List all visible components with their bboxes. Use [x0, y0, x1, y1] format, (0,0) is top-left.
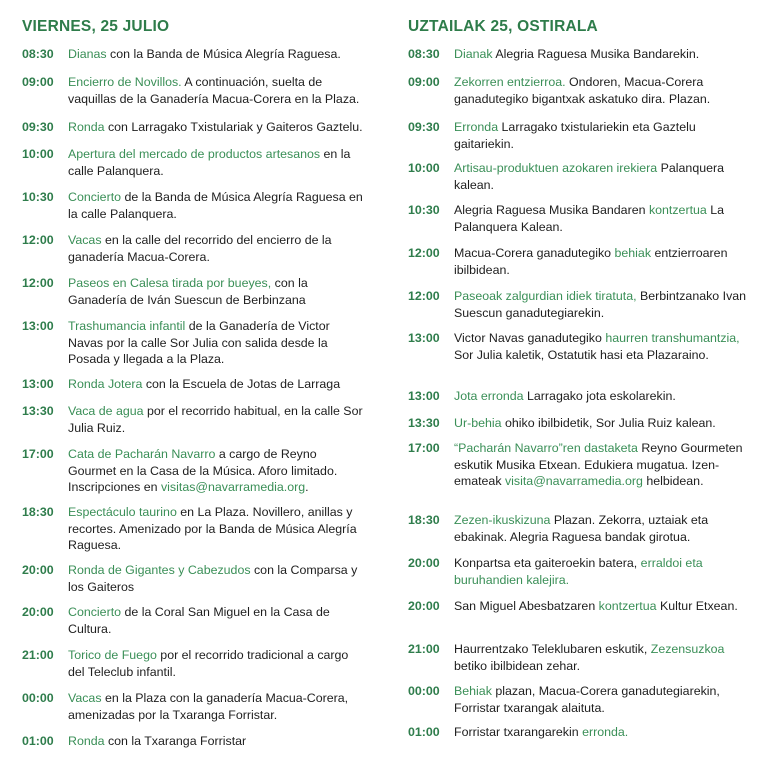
entry-time: 21:00: [408, 642, 440, 656]
entry-time: 20:00: [22, 605, 54, 619]
entry-time: 20:00: [408, 556, 440, 570]
schedule-entry: [408, 598, 748, 615]
entry-time: 13:30: [408, 416, 440, 430]
entry-description: [68, 562, 367, 595]
entry-time: 08:30: [22, 47, 54, 61]
event-name: Jota erronda: [454, 389, 524, 403]
event-name: Trashumancia infantil: [68, 319, 186, 333]
event-detail: en la calle del recorrido del encierro de la ganadería Macua-Corera.: [68, 233, 332, 264]
event-detail: Alegria Raguesa Musika Bandarekin.: [492, 47, 700, 61]
entry-description: [68, 733, 367, 750]
event-detail: de la Ganadería de Victor Navas por la calle Sor Julia con salida desde la Posada y llegada a la Plaza.: [68, 319, 330, 367]
entry-description: [454, 119, 748, 152]
event-name: behiak: [614, 246, 652, 260]
schedule-entry: [22, 733, 367, 750]
event-name: erronda.: [582, 725, 629, 739]
event-detail: en la calle Palanquera.: [68, 147, 351, 178]
schedule-entry: [408, 202, 748, 235]
schedule-entry: [22, 376, 367, 393]
schedule-entry: [22, 119, 367, 136]
event-detail: con la Escuela de Jotas de Larraga: [142, 377, 341, 391]
entry-time: 12:00: [408, 246, 440, 260]
entry-description: [454, 598, 748, 615]
event-name: haurren transhumantzia,: [605, 331, 740, 345]
entry-time: 01:00: [408, 725, 440, 739]
event-detail: a cargo de Reyno Gourmet en la Casa de la Música. Aforo limitado. Inscripciones en: [68, 447, 338, 495]
entry-description: [68, 232, 367, 265]
event-detail: Palanquera kalean.: [454, 161, 725, 192]
event-name: Behiak: [454, 684, 492, 698]
event-name: “Pacharán Navarro”ren dastaketa: [454, 441, 638, 455]
schedule-entry: [408, 724, 748, 741]
event-detail: helbidean.: [642, 474, 704, 489]
schedule-entry: [408, 415, 748, 432]
schedule-entry: [22, 446, 367, 496]
email-link[interactable]: visita@navarramedia.org: [504, 474, 643, 489]
entry-description: [68, 119, 367, 136]
entry-time: 09:30: [408, 120, 440, 134]
schedule-entry: [408, 330, 748, 363]
entry-time: 21:00: [22, 648, 54, 662]
entry-description: [68, 604, 367, 637]
event-detail: en La Plaza. Novillero, anillas y recortes. Amenizado por la Banda de Música Alegría Raguesa.: [68, 505, 357, 553]
event-name: Concierto: [68, 605, 122, 619]
event-detail: en la Plaza con la ganadería Macua-Corera, amenizadas por la Txaranga Forristar.: [68, 691, 349, 722]
event-detail: con la Banda de Música Alegría Raguesa.: [106, 47, 341, 61]
event-detail: con Larragako Txistulariak y Gaiteros Gaztelu.: [104, 120, 363, 134]
event-name: Erronda: [454, 120, 499, 134]
entry-time: 20:00: [408, 599, 440, 613]
event-detail: Sor Julia kaletik, Ostatutik hasi eta Plazaraino.: [454, 347, 709, 362]
entry-description: [454, 440, 748, 490]
event-detail: con la Txaranga Forristar: [104, 734, 247, 748]
event-name: Espectáculo taurino: [68, 505, 177, 519]
entry-description: [454, 683, 748, 716]
entry-time: 00:00: [408, 684, 440, 698]
schedule-entry: [22, 504, 367, 554]
schedule-entry: [408, 160, 748, 193]
event-detail: betiko ibilbidean zehar.: [454, 658, 581, 673]
schedule-entry: [22, 647, 367, 680]
entry-time: 17:00: [22, 447, 54, 461]
entry-description: [68, 647, 367, 680]
entry-time: 08:30: [408, 47, 440, 61]
schedule-entry: [22, 604, 367, 637]
entry-description: [454, 202, 748, 235]
entry-time: 13:00: [22, 319, 54, 333]
event-name: Encierro de Novillos.: [68, 75, 182, 89]
entry-time: 17:00: [408, 441, 440, 455]
event-name: Torico de Fuego: [68, 648, 157, 662]
event-detail: Ondoren, Macua-Corera ganadutegiko bigantxak askatuko dira. Plazan.: [454, 75, 711, 106]
entry-description: [454, 388, 748, 405]
entry-time: 10:00: [408, 161, 440, 175]
schedule-entry: [22, 318, 367, 368]
schedule-entry: [22, 403, 367, 436]
schedule-entry: [408, 641, 748, 674]
event-detail: A continuación, suelta de vaquillas de la Ganadería Macua-Corera en la Plaza.: [68, 75, 360, 106]
event-detail: Plazan. Zekorra, uztaiak eta ebakinak. Alegria Raguesa bandak girotua.: [454, 513, 709, 544]
schedule-entry: [22, 46, 367, 63]
entry-time: 18:30: [408, 513, 440, 527]
entry-time: 13:00: [22, 377, 54, 391]
event-name: Ronda de Gigantes y Cabezudos: [68, 563, 251, 577]
event-name: Ronda: [68, 120, 105, 134]
entry-description: [68, 275, 367, 308]
schedule-entry: [408, 288, 748, 321]
event-name: Dianak: [454, 47, 493, 61]
event-name: Zezensuzkoa: [650, 642, 725, 656]
event-name: Vacas: [68, 233, 102, 247]
event-name: Paseoak zalgurdian idiek tiratuta,: [454, 289, 637, 303]
entry-description: [454, 724, 748, 741]
event-detail: Victor Navas ganadutegiko: [454, 331, 606, 345]
basque-day-heading: UZTAILAK 25, OSTIRALA: [408, 18, 598, 35]
entry-description: [68, 46, 367, 63]
entry-time: 13:30: [22, 404, 54, 418]
email-link[interactable]: visitas@navarramedia.org: [160, 480, 306, 495]
event-detail: de la Banda de Música Alegría Raguesa en la calle Palanquera.: [68, 190, 363, 221]
spanish-day-heading: VIERNES, 25 JULIO: [22, 18, 170, 35]
event-detail: Alegria Raguesa Musika Bandaren: [454, 203, 649, 217]
entry-time: 10:30: [408, 203, 440, 217]
event-name: Artisau-produktuen azokaren irekiera: [454, 161, 658, 175]
entry-description: [68, 189, 367, 222]
schedule-entry: [408, 512, 748, 545]
event-detail: Berbintzanako Ivan Suescun ganadutegiarekin.: [454, 289, 747, 320]
entry-description: [68, 376, 367, 393]
schedule-entry: [22, 189, 367, 222]
schedule-entry: [408, 245, 748, 278]
event-detail: entzierroaren ibilbidean.: [454, 246, 728, 277]
event-detail: .: [305, 480, 309, 495]
entry-time: 09:30: [22, 120, 54, 134]
schedule-entry: [408, 46, 748, 63]
event-name: Cata de Pacharán Navarro: [68, 447, 216, 461]
event-detail: Macua-Corera ganadutegiko: [454, 246, 615, 260]
event-detail: plazan, Macua-Corera ganadutegiarekin, Forristar txarangak alaituta.: [454, 684, 720, 715]
entry-description: [454, 288, 748, 321]
entry-description: [454, 415, 748, 432]
entry-description: [454, 46, 748, 63]
event-name: Zekorren entzierroa.: [454, 75, 566, 89]
event-detail: Larragako txistulariekin eta Gaztelu gaitariekin.: [454, 120, 696, 151]
schedule-entry: [408, 74, 748, 107]
entry-time: 10:30: [22, 190, 54, 204]
event-detail: Larragako jota eskolarekin.: [523, 389, 676, 403]
schedule-entry: [22, 74, 367, 107]
event-name: Zezen-ikuskizuna: [454, 513, 551, 527]
entry-time: 20:00: [22, 563, 54, 577]
event-name: Ronda: [68, 734, 105, 748]
event-name: Ronda Jotera: [68, 377, 143, 391]
entry-time: 09:00: [22, 75, 54, 89]
entry-time: 12:00: [22, 233, 54, 247]
event-detail: con la Comparsa y los Gaiteros: [68, 563, 358, 594]
entry-description: [454, 641, 748, 674]
entry-description: [454, 74, 748, 107]
event-detail: por el recorrido tradicional a cargo del Teleclub infantil.: [68, 648, 349, 679]
event-detail: Forristar txarangarekin: [454, 725, 583, 739]
event-name: kontzertua: [598, 599, 657, 613]
entry-time: 12:00: [22, 276, 54, 290]
entry-description: [454, 160, 748, 193]
event-name: Vaca de agua: [68, 404, 144, 418]
event-name: Apertura del mercado de productos artesanos: [68, 147, 321, 161]
event-detail: La Palanquera Kalean.: [454, 203, 725, 234]
entry-time: 01:00: [22, 734, 54, 748]
entry-description: [68, 504, 367, 554]
event-detail: ohiko ibilbidetik, Sor Julia Ruiz kalean.: [501, 416, 716, 430]
entry-time: 18:30: [22, 505, 54, 519]
event-name: Vacas: [68, 691, 102, 705]
spanish-column: [22, 18, 367, 748]
schedule-entry: [408, 440, 748, 490]
schedule-entry: [22, 275, 367, 308]
entry-time: 00:00: [22, 691, 54, 705]
entry-description: [454, 330, 748, 363]
event-detail: con la Ganadería de Iván Suescun de Berbinzana: [68, 276, 308, 307]
entry-time: 09:00: [408, 75, 440, 89]
event-detail: Kultur Etxean.: [656, 599, 738, 613]
entry-description: [454, 555, 748, 588]
event-name: Dianas: [68, 47, 107, 61]
entry-description: [454, 245, 748, 278]
schedule-entry: [408, 119, 748, 152]
schedule-entry: [408, 388, 748, 405]
event-detail: Haurrentzako Teleklubaren eskutik,: [454, 642, 651, 656]
event-detail: San Miguel Abesbatzaren: [454, 599, 599, 613]
schedule-entry: [22, 146, 367, 179]
schedule-entry: [22, 690, 367, 723]
entry-description: [68, 146, 367, 179]
schedule-entry: [408, 683, 748, 716]
entry-time: 10:00: [22, 147, 54, 161]
event-detail: por el recorrido habitual, en la calle Sor Julia Ruiz.: [68, 404, 363, 435]
event-detail: de la Coral San Miguel en la Casa de Cultura.: [68, 605, 330, 636]
basque-column: [408, 18, 748, 739]
entry-description: [68, 318, 367, 368]
event-name: erraldoi eta buruhandien kalejira.: [454, 556, 703, 587]
entry-description: [68, 403, 367, 436]
entry-time: 12:00: [408, 289, 440, 303]
event-detail: Konpartsa eta gaiteroekin batera,: [454, 556, 641, 570]
event-name: Concierto: [68, 190, 122, 204]
entry-description: [454, 512, 748, 545]
schedule-entry: [408, 555, 748, 588]
event-detail: Reyno Gourmeten eskutik Musika Etxean. Edukiera mugatua. Izen-emateak: [454, 441, 743, 489]
schedule-entry: [22, 562, 367, 595]
event-name: Ur-behia: [454, 416, 502, 430]
entry-description: [68, 690, 367, 723]
event-name: kontzertua: [648, 203, 707, 217]
entry-description: [68, 446, 367, 496]
entry-time: 13:00: [408, 389, 440, 403]
event-name: Paseos en Calesa tirada por bueyes,: [68, 276, 272, 290]
schedule-entry: [22, 232, 367, 265]
entry-time: 13:00: [408, 331, 440, 345]
entry-description: [68, 74, 367, 107]
